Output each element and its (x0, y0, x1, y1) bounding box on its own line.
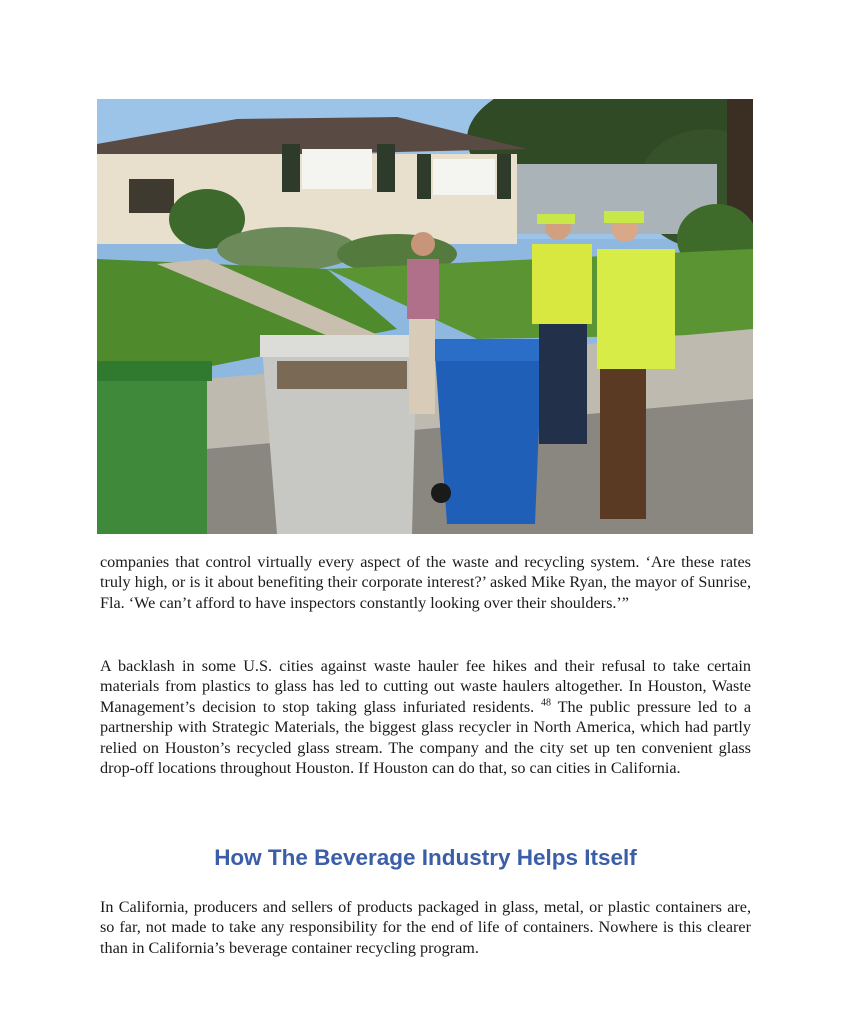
article-photo (97, 99, 753, 534)
paragraph-california-program: In California, producers and sellers of products packaged in glass, metal, or plastic containers are, so far, not made to take any responsibility for the end of life of containers. Nowhere is this clearer than in California’s beverage container recycling program. (100, 898, 751, 957)
paragraph-houston-text-b: The public pressure led to a partnership with Strategic Materials, the biggest glass recycler in North America, which had partly relied on Houston’s recycled glass stream. The company and the city set up ten convenient glass drop-off locations throughout Houston. If Houston can do that, so can cities in California. (100, 697, 751, 778)
photo-illustration (97, 99, 753, 534)
footnote-marker[interactable]: 48 (541, 697, 552, 709)
paragraph-houston-backlash (100, 656, 751, 778)
paragraph-intro-quote: companies that control virtually every aspect of the waste and recycling system. ‘Are these rates truly high, or is it about benefiting their corporate interest?’ asked Mike Ryan, the mayor of Sunrise, Fla. ‘We can’t afford to have inspectors constantly looking over their shoulders.’” (100, 553, 751, 612)
paragraph-houston-text-a: A backlash in some U.S. cities against waste hauler fee hikes and their refusal to take certain materials from plastics to glass has led to cutting out waste haulers altogether. In Houston, Waste Management’s decision to stop taking glass infuriated residents. (100, 657, 751, 716)
section-heading: How The Beverage Industry Helps Itself (214, 845, 637, 870)
